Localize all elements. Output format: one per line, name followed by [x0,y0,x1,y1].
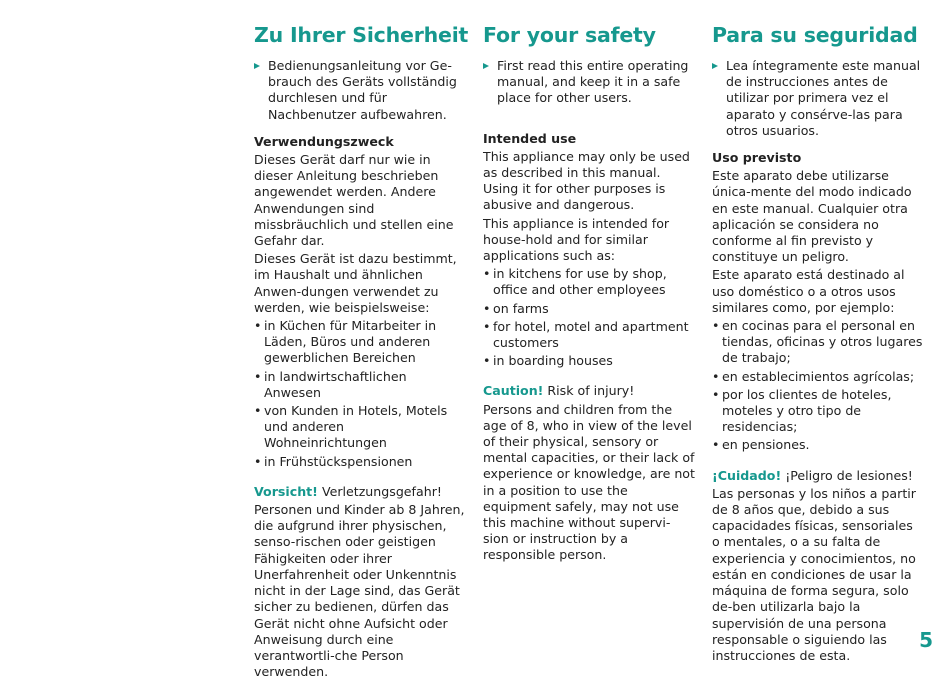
lead-text-spanish: Lea íntegramente este manual de instrucciones antes de utilizar por primera vez el aparato y consérve-las para otros usuarios. [726,58,921,138]
intended-use-paragraph-2-german: Dieses Gerät ist dazu bestimmt, im Haushalt und ähnlichen Anwen-dungen verwendet zu werden, wie beispielsweise: [254,251,457,315]
column-german [254,22,469,682]
list-item: • en pensiones. [712,437,810,453]
lead-instruction-spanish [712,58,924,139]
intended-use-paragraph-1-spanish: Este aparato debe utilizarse única-mente del modo indicado en este manual. Cualquier otra aplicación se considera no conforme al fin previsto y constituye un peligro. [712,168,912,265]
caution-line-english [483,383,695,399]
caution-paragraph-spanish: Las personas y los niños a partir de 8 años que, debido a sus capacidades físicas, sensoriales o mentales, o a su falta de experiencia y conocimientos, no están en condiciones de usar la máquina de forma segura, solo de-ben utilizarla bajo la supervisión de una persona responsable o siguiendo las instrucciones de esta. [712,485,916,663]
bullet-icon: • [712,386,720,402]
caution-text-german: Verletzungsgefahr! [317,483,442,499]
lead-instruction-english [483,58,695,107]
lead-text-english: First read this entire operating manual, and keep it in a safe place for other users. [497,58,689,106]
page-number: 5 [919,628,933,652]
bullet-icon: • [483,318,491,334]
list-item: • in boarding houses [483,353,613,369]
list-item: • en establecimientos agrícolas; [712,368,915,384]
usage-list-english [483,266,695,369]
heading-spanish: Para su seguridad [712,23,918,47]
caution-paragraph-english: Persons and children from the age of 8, who in view of the level of their physical, sensory or mental capacities, or their lack of experience or knowledge, are not in a position to use the equipment safely, may not use this machine without supervi-sion or instruction by a responsible person. [483,401,695,563]
bullet-icon: • [254,368,262,384]
lead-text-german: Bedienungsanleitung vor Ge-brauch des Geräts vollständig durchlesen und für Nachbenutzer aufbewahren. [268,58,457,122]
list-item: • von Kunden in Hotels, Motels und anderen Wohneinrichtungen [254,403,448,451]
list-item: • in Frühstückspensionen [254,453,413,469]
triangle-right-icon [712,63,718,69]
bullet-icon: • [254,453,262,469]
intended-use-title-german: Verwendungszweck [254,133,394,149]
caution-line-spanish [712,468,924,484]
caution-keyword-english: Caution! [483,383,544,399]
bullet-icon: • [483,300,491,316]
list-item: • en cocinas para el personal en tiendas, oficinas y otros lugares de trabajo; [712,318,923,366]
list-item: • in Küchen für Mitarbeiter in Läden, Büros und anderen gewerblichen Bereichen [254,318,437,366]
list-item: • on farms [483,300,549,316]
intended-use-paragraph-1-german: Dieses Gerät darf nur wie in dieser Anleitung beschrieben angewendet werden. Andere Anwendungen sind missbräuchlich und stellen eine Gefahr dar. [254,152,454,249]
intended-use-title-spanish: Uso previsto [712,150,802,166]
bullet-icon: • [712,318,720,334]
caution-line-german [254,484,466,500]
intended-use-paragraph-2-english: This appliance is intended for house-hold and for similar applications such as: [483,215,670,264]
intended-use-paragraph-1-english: This appliance may only be used as described in this manual. Using it for other purposes is abusive and dangerous. [483,148,690,213]
lead-instruction-german [254,58,466,123]
triangle-right-icon [483,63,489,69]
column-spanish [712,22,924,666]
bullet-icon: • [254,403,262,419]
usage-list-spanish [712,318,924,454]
list-item: • in kitchens for use by shop, office and other employees [483,266,667,298]
caution-paragraph-german: Personen und Kinder ab 8 Jahren, die aufgrund ihrer physischen, senso-rischen oder geistigen Fähigkeiten oder ihrer Unerfahrenheit oder Unkenntnis nicht in der Lage sind, das Gerät sicher zu bedienen, dürfen das Gerät nicht ohne Aufsicht oder Anweisung durch eine verantwortli-che Person verwenden. [254,502,465,680]
list-item: • for hotel, motel and apartment customers [483,318,689,351]
list-item: • por los clientes de hoteles, moteles y otro tipo de residencias; [712,386,892,435]
caution-text-english: Risk of injury! [543,383,635,399]
bullet-icon: • [483,266,491,282]
caution-text-spanish: ¡Peligro de lesiones! [781,467,913,483]
bullet-icon: • [254,318,262,334]
bullet-icon: • [712,437,720,453]
bullet-icon: • [483,353,491,369]
caution-keyword-german: Vorsicht! [254,483,318,499]
usage-list-german [254,318,466,470]
heading-english: For your safety [483,23,656,47]
column-english [483,22,695,566]
triangle-right-icon [254,63,260,69]
heading-german: Zu Ihrer Sicherheit [254,23,469,47]
bullet-icon: • [712,368,720,384]
list-item: • in landwirtschaftlichen Anwesen [254,368,407,400]
caution-keyword-spanish: ¡Cuidado! [712,467,782,483]
intended-use-title-english: Intended use [483,130,577,146]
intended-use-paragraph-2-spanish: Este aparato está destinado al uso doméstico o a otros usos similares como, por ejemplo: [712,267,905,315]
